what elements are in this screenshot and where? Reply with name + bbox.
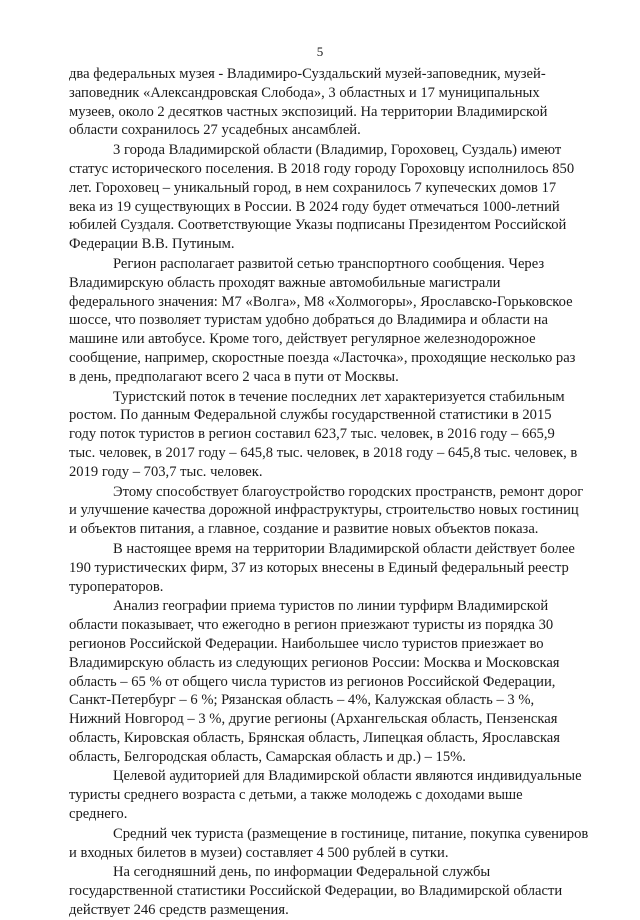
paragraph-target-audience: Целевой аудиторией для Владимирской области являются индивидуальные туристы среднего возраста с детьми, а также молодежь с доходами выше среднего. [69, 768, 582, 823]
paragraph-infrastructure: Этому способствует благоустройство городских пространств, ремонт дорог и улучшение качества дорожной инфраструктуры, строительство новых гостиниц и объектов питания, а главное, создание и развитие новых объектов показа. [69, 483, 584, 538]
document-body [69, 65, 597, 920]
paragraph-tourist-flow: Туристский поток в течение последних лет характеризуется стабильным ростом. По данным Федеральной службы государственной статистики в 2015 году поток туристов в регион составил 623,7 тыс. человек, в 2016 году – 665,9 тыс. человек, в 2017 году – 645,8 тыс. человек, в 2018 году – 645,8 тыс. человек, в 2019 году – 703,7 тыс. человек. [69, 388, 578, 480]
paragraph-museums: два федеральных музея - Владимиро-Суздальский музей-заповедник, музей- заповедник «Александровская Слобода», 3 областных и 17 муниципальных музеев, около 2 десятков частных экспозиций. На территории Владимирской области сохранилось 27 усадебных ансамблей. [69, 66, 548, 139]
paragraph-accommodation: На сегодняшний день, по информации Федеральной службы государственной статистики Российской Федерации, во Владимирской области действует 246 средств размещения. [69, 864, 563, 919]
paragraph-historic-towns: 3 города Владимирской области (Владимир, Гороховец, Суздаль) имеют статус исторического поселения. В 2018 году городу Гороховцу исполнилось 850 лет. Гороховец – уникальный город, в нем сохранилось 7 купеческих домов 17 века из 19 существующих в России. В 2024 году будет отмечаться 1000-летний юбилей Суздаля. Соответствующие Указы подписаны Президентом Российской Федерации В.В. Путиным. [69, 142, 575, 253]
paragraph-average-check: Средний чек туриста (размещение в гостинице, питание, покупка сувениров и входных билетов в музеи) составляет 4 500 рублей в сутки. [69, 825, 589, 861]
paragraph-geography: Анализ географии приема туристов по линии турфирм Владимирской области показывает, что ежегодно в регион приезжают туристы из порядка 30 регионов Российской Федерации. Наибольшее число туристов приезжает во Владимирскую область из следующих регионов России: Москва и Московская область – 65 % от общего числа туристов из регионов Российской Федерации, Санкт-Петербург – 6 %; Рязанская область – 4%, Калужская область – 3 %, Нижний Новгород – 3 %, другие регионы (Архангельская область, Пензенская область, Кировская область, Брянская область, Липецкая область, Ярославская область, Белгородская область, Самарская область и др.) – 15%. [69, 598, 560, 765]
paragraph-tour-firms: В настоящее время на территории Владимирской области действует более 190 туристических фирм, 37 из которых внесены в Единый федеральный реестр туроператоров. [69, 540, 575, 595]
page-number: 5 [316, 44, 324, 59]
paragraph-transport: Регион располагает развитой сетью транспортного сообщения. Через Владимирскую область проходят важные автомобильные магистрали федерального значения: М7 «Волга», М8 «Холмогоры», Ярославско-Горьковское шоссе, что позволяет туристам удобно добраться до Владимира и области на машине или автобусе. Кроме того, действует регулярное железнодорожное сообщение, например, скоростные поезда «Ласточка», проходящие несколько раз в день, предполагают всего 2 часа в пути от Москвы. [69, 255, 576, 385]
